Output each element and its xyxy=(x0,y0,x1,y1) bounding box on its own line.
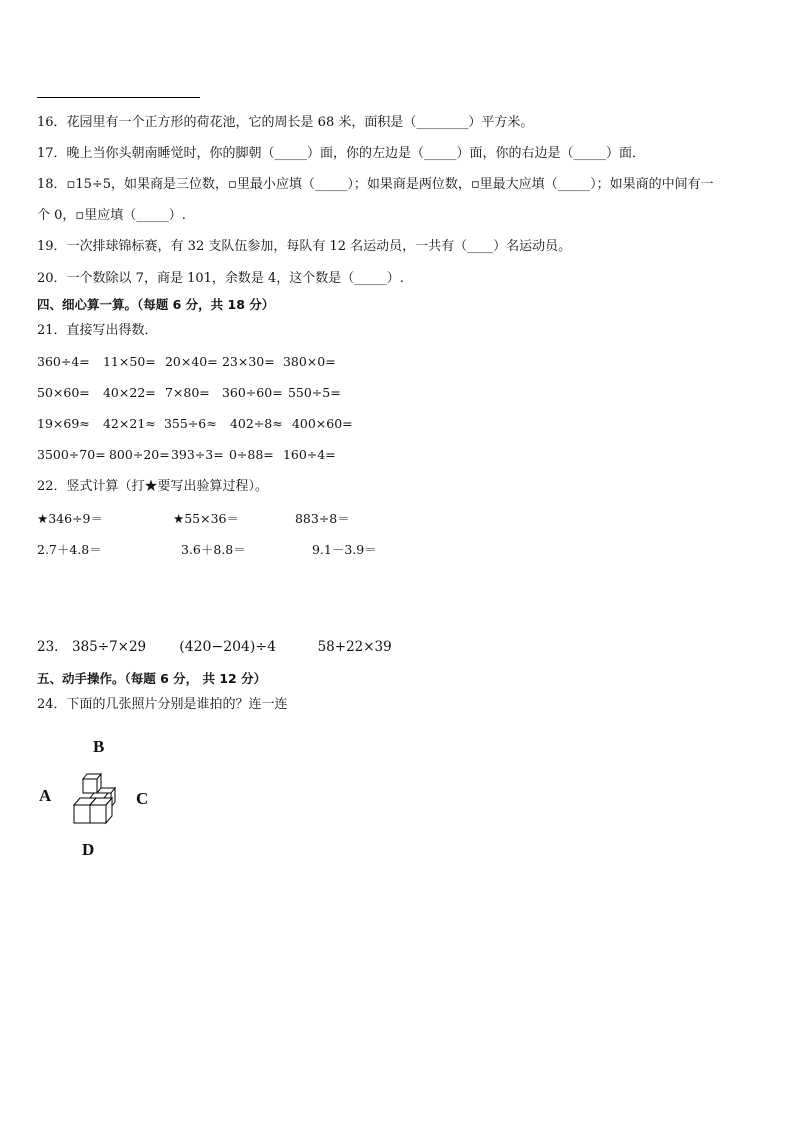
section-4-title: 四、细心算一算。（每题 6 分，共 18 分） xyxy=(37,297,275,312)
calc-item: 360÷60= xyxy=(221,385,283,400)
vertical-calc-item: 9.1－3.9＝ xyxy=(311,542,377,557)
vertical-calc-row-1 xyxy=(37,510,350,528)
question-18-line1: 18．▫15÷5，如果商是三位数，▫里最小应填（_____）；如果商是两位数，▫里最大应填（_____）；如果商的中间有一 xyxy=(37,177,714,192)
question-16: 16．花园里有一个正方形的荷花池，它的周长是 68 米，面积是（________）平方米。 xyxy=(37,115,534,130)
question-23-label: 23． xyxy=(37,639,68,655)
question-18-line2: 个 0，▫里应填（_____）. xyxy=(37,208,186,223)
calc-item: 402÷8≈ xyxy=(229,416,283,431)
vertical-calc-item: 2.7＋4.8＝ xyxy=(37,542,102,557)
label-a: A xyxy=(39,786,52,805)
question-22: 22．竖式计算（打★要写出验算过程）。 xyxy=(37,479,269,494)
calc-item: 160÷4= xyxy=(282,447,336,462)
calc-item: 42×21≈ xyxy=(102,416,156,431)
vertical-calc-item: ★55×36＝ xyxy=(172,511,239,526)
question-23 xyxy=(37,638,392,656)
calc-item: 20×40= xyxy=(164,354,218,369)
calc-item: 50×60= xyxy=(37,385,90,400)
calc-item: 23×30= xyxy=(221,354,275,369)
question-20: 20．一个数除以 7，商是 101，余数是 4，这个数是（_____）. xyxy=(37,271,404,286)
calc-item: 7×80= xyxy=(164,385,210,400)
calc-row-1 xyxy=(37,353,343,371)
calc-item: 550÷5= xyxy=(287,385,341,400)
expression-1: 385÷7×29 xyxy=(71,639,147,655)
calc-item: 11×50= xyxy=(102,354,156,369)
calc-item: 3500÷70= xyxy=(37,447,106,462)
calc-item: 40×22= xyxy=(102,385,156,400)
calc-row-2 xyxy=(37,384,348,402)
calc-item: 355÷6≈ xyxy=(163,416,217,431)
calc-item: 360÷4= xyxy=(37,354,90,369)
calc-item: 380×0= xyxy=(282,354,336,369)
calc-item: 19×69≈ xyxy=(37,416,90,431)
question-17: 17．晚上当你头朝南睡觉时，你的脚朝（_____）面，你的左边是（_____）面，你的右边是（_____）面． xyxy=(37,146,646,161)
calc-item: 800÷20= xyxy=(108,447,170,462)
calc-item: 0÷88= xyxy=(228,447,274,462)
label-b: B xyxy=(93,737,105,756)
vertical-calc-item: 3.6＋8.8＝ xyxy=(180,542,246,557)
calc-row-3 xyxy=(37,415,352,433)
vertical-calc-item: 883÷8＝ xyxy=(294,511,350,526)
vertical-calc-row-2 xyxy=(37,541,377,559)
expression-3: 58+22×39 xyxy=(317,639,392,655)
cube-stack-icon xyxy=(70,772,122,832)
question-19: 19．一次排球锦标赛，有 32 支队伍参加，每队有 12 名运动员，一共有（____）名运动员。 xyxy=(37,239,572,254)
calc-row-4 xyxy=(37,446,343,464)
vertical-calc-item: ★346÷9＝ xyxy=(37,511,103,526)
question-21: 21．直接写出得数． xyxy=(37,323,158,338)
question-24: 24．下面的几张照片分别是谁拍的？连一连 xyxy=(37,697,288,712)
section-5-title: 五、动手操作。（每题 6 分， 共 12 分） xyxy=(37,671,267,686)
calc-item: 393÷3= xyxy=(170,447,224,462)
top-rule xyxy=(37,97,200,98)
label-d: D xyxy=(82,840,95,859)
expression-2: (420−204)÷4 xyxy=(179,639,277,655)
calc-item: 400×60= xyxy=(291,416,353,431)
label-c: C xyxy=(136,789,149,808)
